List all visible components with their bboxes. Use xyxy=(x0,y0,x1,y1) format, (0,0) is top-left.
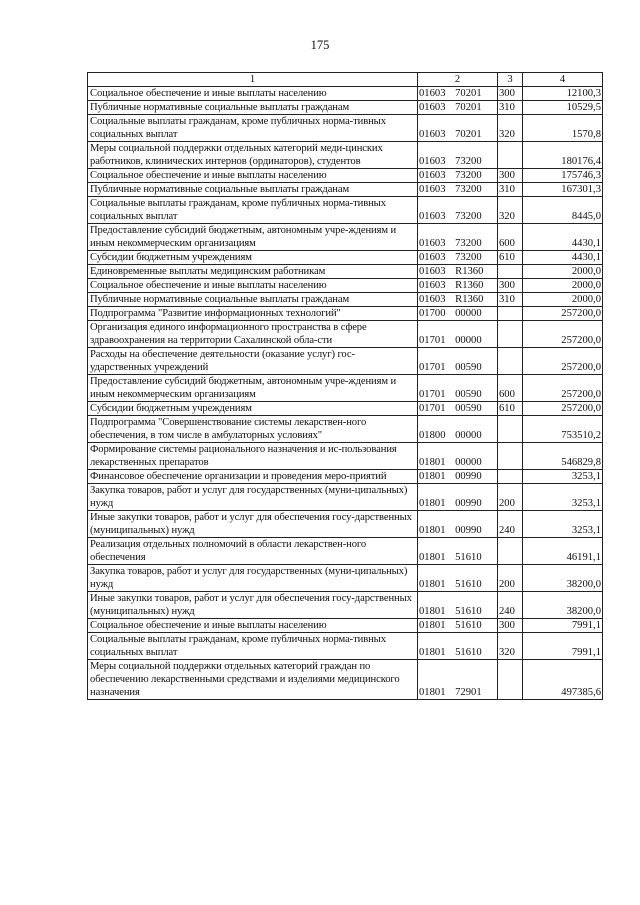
table-row xyxy=(88,293,603,307)
table-row xyxy=(88,115,603,142)
row-expense-type-cell xyxy=(498,660,523,700)
row-code-cell: 01701 00590 xyxy=(418,375,498,402)
row-code-cell: 01801 72901 xyxy=(418,660,498,700)
row-amount-cell: 2000,0 xyxy=(523,279,603,293)
row-code-cell: 01800 00000 xyxy=(418,416,498,443)
row-expense-type-cell: 320 xyxy=(498,115,523,142)
row-code-cell: 01801 00990 xyxy=(418,484,498,511)
page-number: 175 xyxy=(310,38,330,52)
row-amount-cell: 3253,1 xyxy=(523,511,603,538)
row-name-cell: Финансовое обеспечение организации и проведения меро-приятий xyxy=(88,470,418,484)
table-row xyxy=(88,402,603,416)
row-expense-type-cell: 310 xyxy=(498,293,523,307)
row-expense-type-cell: 610 xyxy=(498,251,523,265)
table-row xyxy=(88,484,603,511)
row-name-cell: Социальное обеспечение и иные выплаты населению xyxy=(88,87,418,101)
row-amount-cell: 46191,1 xyxy=(523,538,603,565)
row-expense-type-cell xyxy=(498,348,523,375)
header-col-amount: 4 xyxy=(523,73,603,87)
row-expense-type-cell: 600 xyxy=(498,375,523,402)
row-amount-cell: 2000,0 xyxy=(523,265,603,279)
row-amount-cell: 7991,1 xyxy=(523,633,603,660)
row-expense-type-cell: 320 xyxy=(498,197,523,224)
row-code-cell: 01700 00000 xyxy=(418,307,498,321)
header-col-vr: 3 xyxy=(498,73,523,87)
row-amount-cell: 257200,0 xyxy=(523,321,603,348)
table-row xyxy=(88,592,603,619)
table-row xyxy=(88,348,603,375)
row-code-cell: 01603 R1360 xyxy=(418,265,498,279)
table-row xyxy=(88,279,603,293)
row-name-cell: Предоставление субсидий бюджетным, автономным учре-ждениям и иным некоммерческим организациям xyxy=(88,375,418,402)
row-name-cell: Публичные нормативные социальные выплаты гражданам xyxy=(88,293,418,307)
table-body xyxy=(88,87,603,700)
row-expense-type-cell xyxy=(498,265,523,279)
row-amount-cell: 8445,0 xyxy=(523,197,603,224)
row-expense-type-cell: 300 xyxy=(498,279,523,293)
table-row xyxy=(88,416,603,443)
row-expense-type-cell: 320 xyxy=(498,633,523,660)
row-expense-type-cell: 300 xyxy=(498,169,523,183)
row-code-cell: 01701 00590 xyxy=(418,348,498,375)
table-row xyxy=(88,538,603,565)
row-expense-type-cell xyxy=(498,142,523,169)
row-amount-cell: 180176,4 xyxy=(523,142,603,169)
row-code-cell: 01801 51610 xyxy=(418,565,498,592)
row-name-cell: Публичные нормативные социальные выплаты гражданам xyxy=(88,183,418,197)
row-code-cell: 01603 73200 xyxy=(418,183,498,197)
row-amount-cell: 38200,0 xyxy=(523,592,603,619)
row-amount-cell: 497385,6 xyxy=(523,660,603,700)
row-name-cell: Закупка товаров, работ и услуг для государственных (муни-ципальных) нужд xyxy=(88,484,418,511)
row-code-cell: 01603 73200 xyxy=(418,142,498,169)
row-expense-type-cell: 310 xyxy=(498,101,523,115)
row-amount-cell: 38200,0 xyxy=(523,565,603,592)
row-name-cell: Предоставление субсидий бюджетным, автономным учре-ждениям и иным некоммерческим организациям xyxy=(88,224,418,251)
row-name-cell: Социальное обеспечение и иные выплаты населению xyxy=(88,279,418,293)
row-name-cell: Социальное обеспечение и иные выплаты населению xyxy=(88,619,418,633)
row-expense-type-cell xyxy=(498,443,523,470)
row-code-cell: 01701 00590 xyxy=(418,402,498,416)
row-name-cell: Социальные выплаты гражданам, кроме публичных норма-тивных социальных выплат xyxy=(88,633,418,660)
row-code-cell: 01801 00000 xyxy=(418,443,498,470)
row-code-cell: 01801 00990 xyxy=(418,511,498,538)
table-row xyxy=(88,169,603,183)
table-row xyxy=(88,321,603,348)
row-code-cell: 01701 00000 xyxy=(418,321,498,348)
row-code-cell: 01801 51610 xyxy=(418,633,498,660)
table-row xyxy=(88,224,603,251)
row-name-cell: Социальное обеспечение и иные выплаты населению xyxy=(88,169,418,183)
row-amount-cell: 3253,1 xyxy=(523,484,603,511)
row-amount-cell: 257200,0 xyxy=(523,307,603,321)
table-row xyxy=(88,197,603,224)
row-amount-cell: 1570,8 xyxy=(523,115,603,142)
row-expense-type-cell xyxy=(498,321,523,348)
row-amount-cell: 257200,0 xyxy=(523,402,603,416)
row-expense-type-cell: 300 xyxy=(498,619,523,633)
row-code-cell: 01603 R1360 xyxy=(418,293,498,307)
row-amount-cell: 3253,1 xyxy=(523,470,603,484)
row-expense-type-cell xyxy=(498,538,523,565)
row-expense-type-cell: 600 xyxy=(498,224,523,251)
table-row xyxy=(88,633,603,660)
row-amount-cell: 7991,1 xyxy=(523,619,603,633)
table-row xyxy=(88,660,603,700)
table-row xyxy=(88,265,603,279)
row-expense-type-cell: 240 xyxy=(498,511,523,538)
row-amount-cell: 257200,0 xyxy=(523,348,603,375)
table-row xyxy=(88,251,603,265)
row-name-cell: Публичные нормативные социальные выплаты гражданам xyxy=(88,101,418,115)
table-row xyxy=(88,443,603,470)
row-expense-type-cell: 200 xyxy=(498,565,523,592)
row-code-cell: 01603 70201 xyxy=(418,87,498,101)
row-name-cell: Организация единого информационного пространства в сфере здравоохранения на территории Сахалинской обла-сти xyxy=(88,321,418,348)
row-code-cell: 01603 73200 xyxy=(418,251,498,265)
row-expense-type-cell xyxy=(498,470,523,484)
table-row xyxy=(88,101,603,115)
header-col-code: 2 xyxy=(418,73,498,87)
row-name-cell: Меры социальной поддержки отдельных категорий меди-цинских работников, клинических интернов (ординаторов), студентов xyxy=(88,142,418,169)
row-name-cell: Субсидии бюджетным учреждениям xyxy=(88,402,418,416)
table-row xyxy=(88,142,603,169)
row-code-cell: 01603 73200 xyxy=(418,169,498,183)
table-row xyxy=(88,619,603,633)
row-name-cell: Социальные выплаты гражданам, кроме публичных норма-тивных социальных выплат xyxy=(88,115,418,142)
row-name-cell: Меры социальной поддержки отдельных категорий граждан по обеспечению лекарственными средствами и изделиями медицинского назначения xyxy=(88,660,418,700)
row-code-cell: 01801 51610 xyxy=(418,538,498,565)
header-col-name: 1 xyxy=(88,73,418,87)
table-row xyxy=(88,565,603,592)
row-expense-type-cell: 200 xyxy=(498,484,523,511)
row-code-cell: 01603 73200 xyxy=(418,197,498,224)
budget-table xyxy=(87,72,603,700)
row-name-cell: Расходы на обеспечение деятельности (оказание услуг) гос-ударственных учреждений xyxy=(88,348,418,375)
row-code-cell: 01603 70201 xyxy=(418,115,498,142)
table-row xyxy=(88,511,603,538)
row-expense-type-cell: 310 xyxy=(498,183,523,197)
row-name-cell: Единовременные выплаты медицинским работникам xyxy=(88,265,418,279)
row-amount-cell: 10529,5 xyxy=(523,101,603,115)
row-amount-cell: 4430,1 xyxy=(523,251,603,265)
row-amount-cell: 546829,8 xyxy=(523,443,603,470)
row-name-cell: Субсидии бюджетным учреждениям xyxy=(88,251,418,265)
row-expense-type-cell: 610 xyxy=(498,402,523,416)
table-row xyxy=(88,375,603,402)
row-code-cell: 01603 70201 xyxy=(418,101,498,115)
row-name-cell: Иные закупки товаров, работ и услуг для обеспечения госу-дарственных (муниципальных) нужд xyxy=(88,592,418,619)
table-row xyxy=(88,87,603,101)
row-code-cell: 01801 51610 xyxy=(418,619,498,633)
table-row xyxy=(88,470,603,484)
row-name-cell: Реализация отдельных полномочий в области лекарствен-ного обеспечения xyxy=(88,538,418,565)
row-code-cell: 01801 00990 xyxy=(418,470,498,484)
table-row xyxy=(88,183,603,197)
row-amount-cell: 753510,2 xyxy=(523,416,603,443)
row-name-cell: Иные закупки товаров, работ и услуг для обеспечения госу-дарственных (муниципальных) нужд xyxy=(88,511,418,538)
row-expense-type-cell xyxy=(498,416,523,443)
row-amount-cell: 167301,3 xyxy=(523,183,603,197)
row-name-cell: Формирование системы рационального назначения и ис-пользования лекарственных препаратов xyxy=(88,443,418,470)
row-amount-cell: 12100,3 xyxy=(523,87,603,101)
row-amount-cell: 4430,1 xyxy=(523,224,603,251)
row-amount-cell: 2000,0 xyxy=(523,293,603,307)
row-code-cell: 01801 51610 xyxy=(418,592,498,619)
row-expense-type-cell: 300 xyxy=(498,87,523,101)
row-name-cell: Подпрограмма "Развитие информационных технологий" xyxy=(88,307,418,321)
row-code-cell: 01603 R1360 xyxy=(418,279,498,293)
row-name-cell: Закупка товаров, работ и услуг для государственных (муни-ципальных) нужд xyxy=(88,565,418,592)
row-name-cell: Подпрограмма "Совершенствование системы лекарствен-ного обеспечения, в том числе в амбулаторных условиях" xyxy=(88,416,418,443)
row-name-cell: Социальные выплаты гражданам, кроме публичных норма-тивных социальных выплат xyxy=(88,197,418,224)
table-row xyxy=(88,307,603,321)
row-amount-cell: 257200,0 xyxy=(523,375,603,402)
row-expense-type-cell: 240 xyxy=(498,592,523,619)
row-amount-cell: 175746,3 xyxy=(523,169,603,183)
header-row xyxy=(88,73,603,87)
row-code-cell: 01603 73200 xyxy=(418,224,498,251)
row-expense-type-cell xyxy=(498,307,523,321)
